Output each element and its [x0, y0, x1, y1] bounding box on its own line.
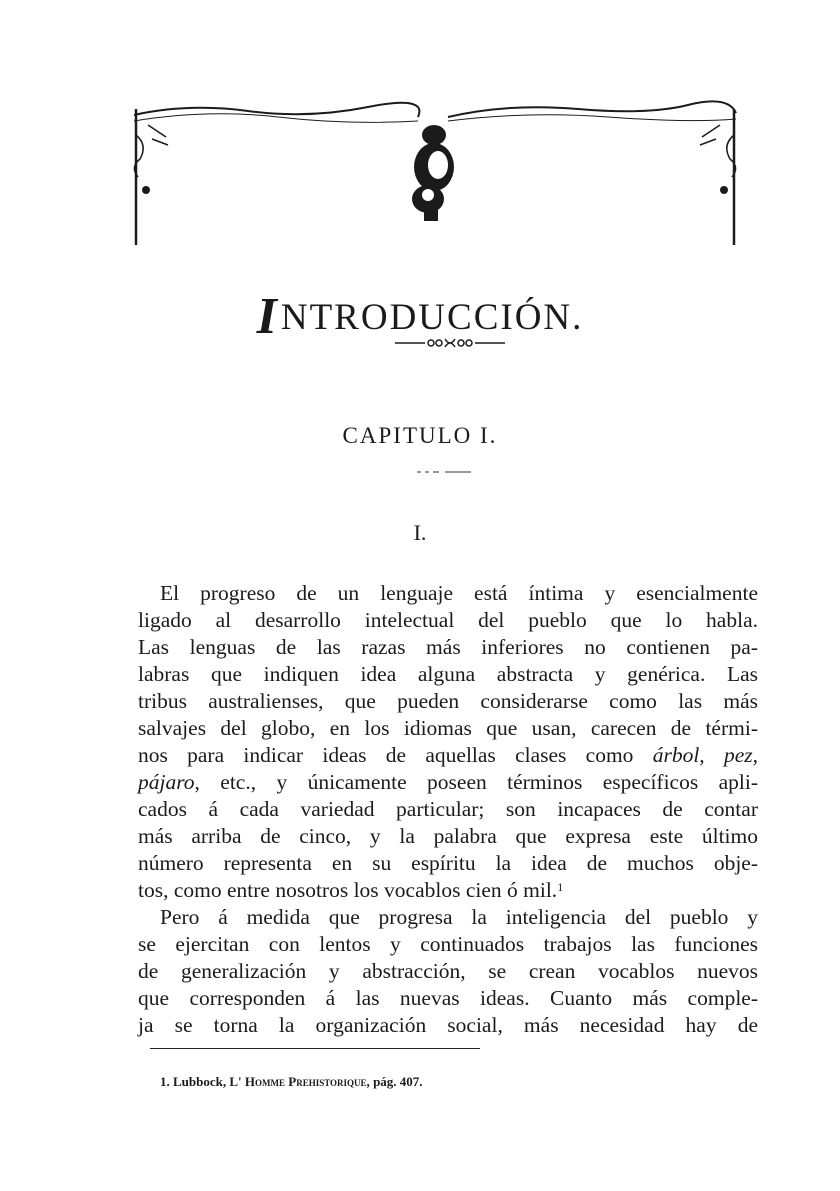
text-line: se ejercitan con lentos y continuados trabajos las funciones [138, 932, 758, 956]
page-title [0, 283, 840, 345]
text-line [138, 877, 758, 904]
footnote-ref[interactable]: 1 [557, 880, 564, 894]
chapter-heading: CAPITULO I. [342, 423, 498, 448]
text-line: Las lenguas de las razas más inferiores no contienen pa- [138, 635, 758, 659]
text-fragment: , etc., y únicamente poseen términos específicos apli- [194, 770, 758, 794]
text-line: de generalización y abstracción, se crean vocablos nuevos [138, 959, 758, 983]
small-rule-icon [417, 470, 471, 474]
text-line: cados á cada variedad particular; son incapaces de contar [138, 797, 758, 821]
italic-term: árbol, [652, 743, 705, 767]
text-fragment: nos para indicar ideas de aquellas clases como [138, 743, 634, 767]
text-line: más arriba de cinco, y la palabra que expresa este último [138, 824, 758, 848]
text-line [138, 769, 758, 796]
text-line: tribus australienses, que pueden considerarse como las más [138, 689, 758, 713]
title-text: NTRODUCCIÓN. [280, 297, 584, 338]
ornamental-divider-icon [395, 336, 505, 350]
footnote [160, 1074, 423, 1090]
ornamental-header-icon [128, 95, 740, 250]
footnote-rule [150, 1048, 480, 1049]
text-line: que corresponden á las nuevas ideas. Cuanto más comple- [138, 986, 758, 1010]
section-number: I. [413, 520, 427, 545]
body-text [138, 580, 758, 1039]
text-line: número representa en su espíritu la idea de muchos obje- [138, 851, 758, 875]
italic-term: pez, [723, 743, 759, 767]
footnote-work: L' Homme Prehistorique, [229, 1074, 370, 1089]
footnote-page: pág. 407. [373, 1074, 423, 1089]
text-fragment: tos, como entre nosotros los vocablos cien ó mil. [138, 878, 558, 902]
footnote-number: 1. [160, 1074, 170, 1089]
decorated-initial: I [256, 288, 279, 345]
text-line: Pero á medida que progresa la inteligencia del pueblo y [160, 905, 758, 929]
text-line: labras que indiquen idea alguna abstracta y genérica. Las [138, 662, 758, 686]
text-line: El progreso de un lenguaje está íntima y esencialmente [160, 581, 758, 605]
text-line: ja se torna la organización social, más necesidad hay de [138, 1013, 758, 1037]
text-line [138, 742, 758, 769]
text-line: ligado al desarrollo intelectual del pueblo que lo habla. [138, 608, 758, 632]
text-line: salvajes del globo, en los idiomas que usan, carecen de térmi- [138, 716, 758, 740]
italic-term: pájaro [138, 770, 195, 794]
footnote-author: Lubbock, [173, 1074, 227, 1089]
